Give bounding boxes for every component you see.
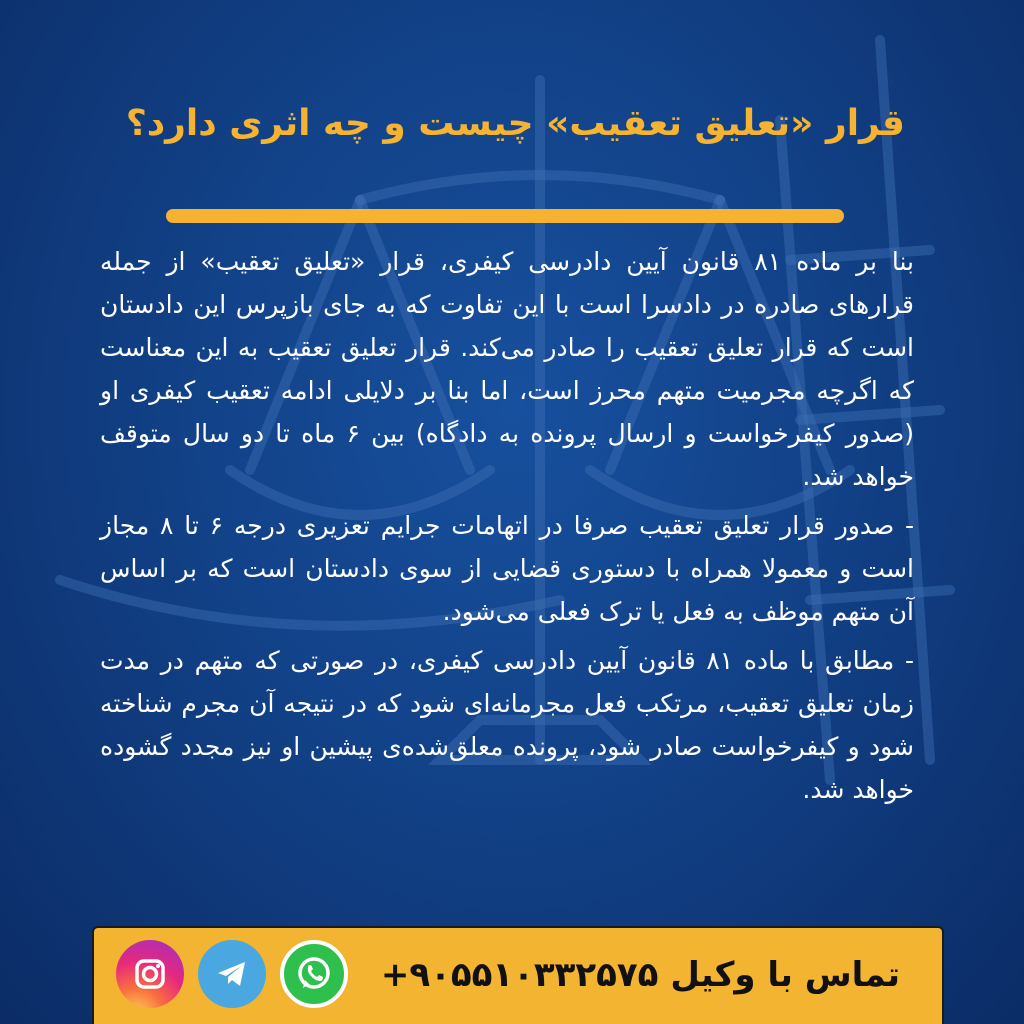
- contact-phone[interactable]: +۹۰۵۵۱۰۳۳۲۵۷۵: [380, 955, 659, 995]
- contact-label: تماس با وکیل: [670, 955, 900, 995]
- article-body: [100, 240, 914, 817]
- title-divider: [166, 209, 844, 223]
- page-title: قرار «تعلیق تعقیب» چیست و چه اثری دارد؟: [125, 103, 905, 144]
- telegram-icon[interactable]: [198, 940, 266, 1008]
- whatsapp-glyph: [294, 954, 334, 994]
- instagram-icon[interactable]: [116, 940, 184, 1008]
- whatsapp-icon[interactable]: [280, 940, 348, 1008]
- body-paragraph: - صدور قرار تعلیق تعقیب صرفا در اتهامات جرایم تعزیری درجه ۶ تا ۸ مجاز است و معمولا همراه با دستوری قضایی از سوی دادستان است که بر اساس آن متهم موظف به فعل یا ترک فعلی می‌شود.: [100, 511, 915, 626]
- instagram-glyph: [130, 954, 170, 994]
- contact-bar: [92, 926, 944, 1024]
- telegram-glyph: [212, 954, 252, 994]
- body-paragraph: بنا بر ماده ۸۱ قانون آیین دادرسی کیفری، قرار «تعلیق تعقیب» از جمله قرارهای صادره در دادسرا است با این تفاوت که به جای بازپرس این دادستان است که قرار تعلیق تعقیب را صادر می‌کند. قرار تعلیق تعقیب به این معناست که اگرچه مجرمیت متهم محرز است، اما بنا بر دلایلی ادامه تعقیب کیفری او (صدور کیفرخواست و ارسال پرونده به دادگاه) بین ۶ ماه تا دو سال متوقف خواهد شد.: [100, 247, 915, 491]
- body-paragraph: - مطابق با ماده ۸۱ قانون آیین دادرسی کیفری، در صورتی که متهم در مدت زمان تعلیق تعقیب، مرتکب فعل مجرمانه‌ای شود که در نتیجه آن مجرم شناخته شود و کیفرخواست صادر شود، پرونده معلق‌شده‌ی پیشین او نیز مجدد گشوده خواهد شد.: [100, 646, 914, 804]
- contact-text: [369, 950, 900, 1000]
